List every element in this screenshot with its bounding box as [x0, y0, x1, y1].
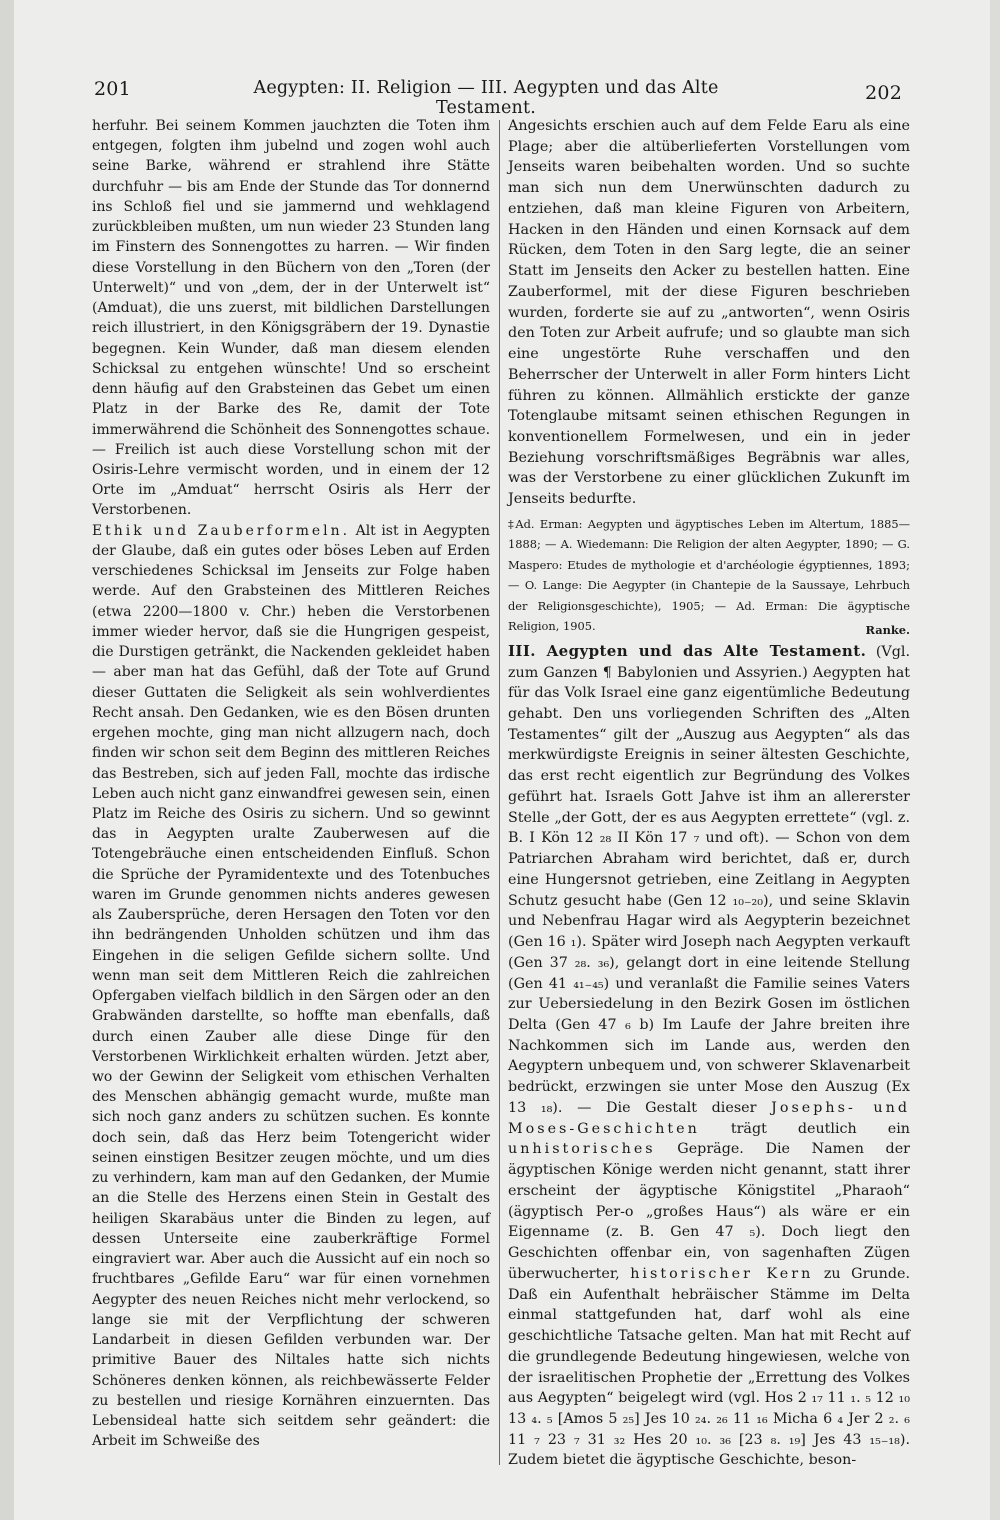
left-paragraph-1: herfuhr. Bei seinem Kommen jauchzten die Toten ihm entgegen, folgten ihm jubelnd und zogen wohl auch seine Barke, während er strahlend ihre Stätte durchfuhr — bis am Ende der Stunde das Tor donnernd ins Schloß fiel und sie jammernd und wehklagend zurückbleiben mußten, um nun wieder 23 Stunden lang im Finstern des Sonnengottes zu harren. — Wir finden diese Vorstellung in den Büchern von den „Toren (der Unterwelt)“ und von „dem, der in der Unterwelt ist“ (Amduat), die uns zuerst, mit bildlichen Darstellungen reich illustriert, in den Königsgräbern der 19. Dynastie begegnen. Kein Wunder, daß man diesem elenden Schicksal zu entgehen wünschte! Und so erscheint denn häufig auf den Grabsteinen das Gebet um einen Platz in der Barke des Re, damit der Tote immerwährend die Schönheit des Sonnengottes schaue. — Freilich ist auch diese Vorstellung schon mit der Osiris-Lehre vermischt worden, und in einem der 12 Orte im „Amduat“ herrscht Osiris als Herr der Verstorbenen.	[92, 118, 490, 519]
page-number-right: 202	[865, 82, 902, 104]
section-text-2: trägt deutlich ein	[699, 1120, 910, 1137]
bibliography: ‡Ad. Erman: Aegypten und ägyptisches Leben im Altertum, 1885—1888; — A. Wiedemann: Die Religion der alten Aegypter, 1890; — G. Maspero: Etudes de mythologie et d'archéologie égyptiennes, 1893; — O. Lange: Die Aegypter (in Chantepie de la Saussaye, Lehrbuch der Religionsgeschichte), 1905; — Ad. Erman: Die ägyptische Religion, 1905.	[508, 516, 910, 633]
printed-page	[86, 68, 910, 1478]
right-paragraph-1: Angesichts erschien auch auf dem Felde Earu als eine Plage; aber die altüberlieferten Vorstellungen vom Jenseits waren beibehalten worden. Und so suchte man sich nun dem Unerwünschten dadurch zu entziehen, daß man kleine Figuren von Arbeitern, Hacken in den Händen und einen Kornsack auf dem Rücken, dem Toten in den Sarg legte, die an seiner Statt im Jenseits den Acker zu bestellen hatten. Eine Zauberformel, mit der diese Figuren beschrieben wurden, forderte sie auf zu „antworten“, wenn Osiris den Toten zur Arbeit aufrufe; und so glaubte man sich eine ungestörte Ruhe verschaffen und den Beherrscher der Unterwelt in aller Form hinters Licht führen zu können. Allmählich erstickte der ganze Totenglaube mitsamt seinen ethischen Regungen in konventionellem Formelwesen, und ein in jeder Beziehung vorschriftsmäßiges Begräbnis war alles, was der Verstorbene zu einer glücklichen Zukunft im Jenseits bedurfte.	[508, 118, 910, 508]
left-paragraph-2	[92, 521, 490, 1452]
spaced-josephs: Josephs- und Moses-Geschichten	[508, 1099, 910, 1137]
section-paragraph	[508, 641, 910, 1471]
running-title: Aegypten: II. Religion — III. Aegypten und das Alte Testament.	[253, 78, 719, 118]
author-signature: Ranke.	[865, 623, 910, 638]
spaced-historischer-kern: historischer Kern	[630, 1265, 814, 1282]
page-number-left: 201	[94, 78, 131, 100]
running-head	[86, 68, 910, 118]
column-divider	[499, 120, 500, 1465]
section-text-1: (Vgl. zum Ganzen ¶ Babylonien und Assyrien.) Aegypten hat für das Volk Israel eine ganz eigentümliche Bedeutung gehabt. Den uns vorliegenden Schriften des „Alten Testamentes“ gilt der „Auszug aus Aegypten“ als das merkwürdigste Ereignis in seiner ältesten Geschichte, das erst recht eigentlich zur Begründung des Volkes geführt hat. Israels Gott Jahve ist ihm an allererster Stelle „der Gott, der es aus Aegypten errettete“ (vgl. z. B. I Kön 12 ₂₈ II Kön 17 ₇ und oft). — Schon von dem Patriarchen Abraham wird berichtet, daß er, durch eine Hungersnot getrieben, eine Zeitlang in Aegypten Schutz gesucht habe (Gen 12 ₁₀₋₂₀), und seine Sklavin und Nebenfrau Hagar wird als Aegypterin bezeichnet (Gen 16 ₁). Später wird Joseph nach Aegypten verkauft (Gen 37 ₂₈. ₃₆), gelangt dort in eine leitende Stellung (Gen 41 ₄₁₋₄₅) und veranlaßt die Familie seines Vaters zur Uebersiedelung in den Bezirk Gosen im östlichen Delta (Gen 47 ₆ b) Im Laufe der Jahre breiten ihre Nachkommen sich im Lande aus, werden den Aegyptern unbequem und, von schwerer Sklavenarbeit bedrückt, erzwingen sie unter Mose den Auszug (Ex 13 ₁₈). — Die Gestalt dieser	[508, 643, 910, 1116]
right-column	[508, 116, 910, 1476]
left-paragraph-2-text: Alt ist in Aegypten der Glaube, daß ein gutes oder böses Leben auf Erden verschiedenes Schicksal im Jenseits zur Folge haben werde. Auf den Grabsteinen des Mittleren Reiches (etwa 2200—1800 v. Chr.) heben die Verstorbenen immer wieder hervor, daß sie die Hungrigen gespeist, die Durstigen getränkt, die Nackenden gekleidet haben — aber man hat das Gefühl, daß der Tote auf Grund dieser Guttaten die Seligkeit als sein wohlverdientes Recht ansah. Den Gedanken, wie es den Bösen drunten ergehen mochte, ging man nicht allzugern nach, doch finden wir schon seit dem Beginn des mittleren Reiches das Bestreben, sich auf jeden Fall, mochte das irdische Leben auch nicht ganz einwandfrei gewesen sein, einen Platz im Reiche des Osiris zu sichern. Und so gewinnt das in Aegypten uralte Zauberwesen auf die Totengebräuche einen entscheidenden Einfluß. Schon die Sprüche der Pyramidentexte und des Totenbuches waren im Grunde genommen nichts anderes gewesen als Zaubersprüche, deren Hersagen den Toten vor den ihn bedrängenden Unholden schützen und ihm das Eingehen in die seligen Gefilde sichern sollte. Und wenn man seit dem Mittleren Reich die zahlreichen Opfergaben vielfach bildlich in den Särgen oder an den Grabwänden darstellte, so hoffte man ebenfalls, daß durch einen Zauber alle diese Dinge für den Verstorbenen Wirklichkeit erhalten würden. Jetzt aber, wo der Gewinn der Seligkeit vom ethischen Verhalten des Menschen abhängig gemacht wurde, mußte man sich noch ganz anders zu schützen suchen. Es konnte doch sein, daß das Herz beim Totengericht wider seinen einstigen Besitzer zeugen möchte, und um dies zu verhindern, kam man auf den Gedanken, der Mumie an die Stelle des Herzens einen Stein in Gestalt des heiligen Skarabäus unter die Binden zu legen, auf dessen Unterseite eine zauberkräftige Formel eingraviert war. Aber auch die Aussicht auf ein noch so fruchtbares „Gefilde Earu“ war für einen vornehmen Aegypter des neuen Reiches nicht mehr verlockend, so lange sie mit der Verpflichtung der schweren Landarbeit in diesen Gefilden verbunden war. Der primitive Bauer des Niltales hatte sich nichts Schöneres denken können, als reichbewässerte Felder zu bestellen und riesige Kornähren einzuernten. Das Lebensideal hatte sich seitdem sehr geändert: die Arbeit im Schweiße des	[92, 522, 490, 1450]
section-text-4: zu Grunde. Daß ein Aufenthalt hebräischer Stämme im Delta einmal stattgefunden hat, darf wohl als eine geschichtliche Tatsache gelten. Man hat mit Recht auf die grundlegende Bedeutung hingewiesen, welche von der israelitischen Prophetie der „Errettung des Volkes aus Aegypten“ beigelegt wird (vgl. Hos 2 ₁₇ 11 ₁. ₅ 12 ₁₀ 13 ₄. ₅ [Amos 5 ₂₅] Jes 10 ₂₄. ₂₆ 11 ₁₆ Micha 6 ₄ Jer 2 ₂. ₆ 11 ₇ 23 ₇ 31 ₃₂ Hes 20 ₁₀. ₃₆ [23 ₈. ₁₉] Jes 43 ₁₅₋₁₈). Zudem bietet die ägyptische Geschichte, beson-	[508, 1265, 910, 1469]
section-heading: III. Aegypten und das Alte Testament.	[508, 641, 867, 660]
left-column	[92, 116, 490, 1476]
section-text-3: Gepräge. Die Namen der ägyptischen Könige werden nicht genannt, statt ihrer erscheint der ägyptische Königstitel „Pharaoh“ (ägyptisch Per-o „großes Haus“) als wäre er ein Eigenname (z. B. Gen 47 ₅). Doch liegt den Geschichten offenbar ein, von sagenhaften Zügen überwucherter,	[508, 1141, 910, 1282]
ethik-heading: Ethik und Zauberformeln.	[92, 522, 351, 539]
spaced-unhistorisches: unhistorisches	[508, 1141, 656, 1158]
